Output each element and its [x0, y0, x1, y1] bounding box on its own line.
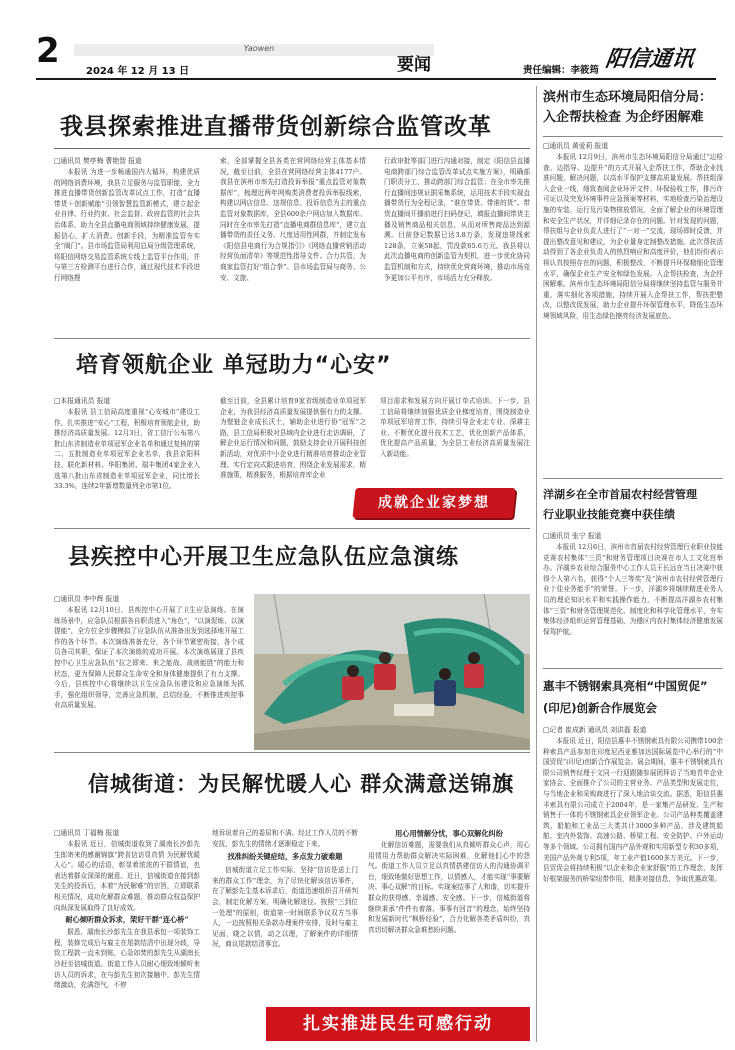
headline-line-1: 惠丰不锈钢索具亮相“中国贸促” [543, 679, 708, 693]
headline-line-1: 洋湖乡在全市首届农村经营管理 [543, 488, 697, 501]
text-block [543, 725, 723, 1025]
article-livestream-regulation [54, 86, 530, 333]
top-rule [54, 528, 530, 529]
body-text: 本报讯 12月6日，滨州市首届农村经营管理行业职业技能竞赛农村集体“三资”和财务管理项目决赛在市人工文化宫举办。洋湖乡农业综合服务中心工作人员王长远在当日决赛中获得个人第六名，获得“个人三等奖”及“滨州市农村经营管理行业十佳业务能手”的荣誉。下一步，洋湖乡将继续精进业务人员的理论知识水平和实践操作能力，不断提高洋湖乡农村集体“三资”和财务管理规范化、制度化和科学化管理水平，夯实集体经济组织运营管理基础，为穩区内农村集体经济健康发展保驾护航。 [543, 543, 723, 636]
banner-text: 成就企业家梦想 [378, 495, 490, 511]
subheading: 耐心倾听群众诉求，架好干群“连心桥” [65, 915, 189, 925]
text-block [543, 141, 723, 481]
banner-text: 扎实推进民生可感行动 [303, 1014, 493, 1034]
paper-logo: 阳信通讯 [603, 46, 696, 72]
column-3 [384, 156, 530, 334]
article-champion-enterprises [54, 338, 530, 524]
body-text: 截至目前，全县累计培育9家省级制造业单项冠军企业，为我县经济高质量发展提供强有力的支撑。为壁链企业成长沃土，辅助企业进行协“冠军”之路，县工信局积极对县域内企业进行走访调研，了解企业运行情况和问题，鼓励支持企业开展科技创新活动，对优质中小企业进行精准培育推动企业管理、实行定向式跟进培育，围绕企业发展需求，精准施策，精准服务，根据培育库企业 [220, 397, 366, 480]
top-rule [54, 752, 530, 753]
body-text: 信城街道立足工作实际，坚持“信访是送上门来的群众工作”理念，为了尽快化解该信访事件，在了解彭先生基本诉求后，街道迅速组织召开研判会，制定化解方案，明确化解途径。按照“三到位一处理”的原则，街道第一时间联系争议双方当事人，一边按照相关条款办理案件安排，及时与雇主见面，晓之以情，动之以理，了解案件的详细情况，商议尾款结清事宜。 [212, 866, 358, 949]
body-text: 本报讯 县工信局高度重视“心安城市”建设工作，扎实推进“安心”工程，积极培育领航企业，助推经济高质量发展。12月3日，省工信厅公布第八批山东省制造业单项冠军企业名单和通过复核的第二、五批制造业单项冠军企业名单，我县京阳科技、联化新材料、华阳集团、瑞丰集团4家企业入选第八批山东省制造业单项冠军企业，同比增长33.3%，连续2年新增数量列全市第1位。 [54, 408, 200, 491]
text-column [54, 594, 244, 750]
article-ecology-bureau [543, 86, 723, 476]
page-header [0, 0, 735, 82]
rule [543, 668, 723, 669]
body-text: 本报讯 12月10日，县疾控中心开展了卫生应急演练。在演练场景中，应急队员根据各自职责进入“角色”，“以演促练、以演提能”，全方位全步骤模拟了应急队伍从准备出发到选择地开展工作的各个环节。本次演练准备充分，各个环节紧密衔接，各个成员各司其职，保证了本次演练的成功开展。本次演练展现了县疾控中心卫生应急队伍“拉之即来、来之能战、战则能胜”的能力和状态，更为保障人民群众生命安全和身体健康提供了有力支撑。今后，县疾控中心将继续以卫生应急队伍建设和应急演练为抓手，强化组织领导，完善应急机制，总结经验，不断推进疾控事业高质量发展。 [54, 606, 244, 710]
issue-date: 2024 年 12 月 13 日 [86, 66, 190, 77]
byline: □通讯员 李中辉 报道 [54, 595, 120, 603]
headline: 我县探索推进直播带货创新综合监管改革 [60, 114, 492, 140]
body-text: 行政审批等部门进行沟通对接，制定《阳信县直播电商跨部门综合监管改革试点实施方案》，明确部门职责分工，推动跨部门综合监管；在全市率先推行直播间违规证据采集系统，运用技术手段实现直播带货行为全程记录，“谁在带货、带谁的货”。带货直播间开播前进行扫码登记，填报直播间带货主播及销售商品相关信息，从而对所售商品达到源溯。目前登记数据已达3.8万条，发现违规线索128条，立案58起，罚没款65.6万元。我县将以此次直播电商的创新监管为契机，进一步优化协同监管机制和方式，持续优化营商环境，推动市场竞争更加公平有序，市场活力充分释放。 [384, 157, 530, 282]
top-rule [54, 338, 530, 339]
rule [543, 136, 723, 137]
byline: □通讯员 黄爱莉 报道 [543, 142, 609, 150]
byline: □记者 崔成新 通讯员 刘洪磊 报道 [543, 726, 647, 734]
drill-photo [254, 594, 530, 750]
drill-photo-illustration [254, 594, 530, 750]
section-title: 要闻 [397, 55, 431, 75]
column-2 [220, 396, 366, 524]
headline-line-2: 入企帮扶检查 为企纾困解难 [543, 110, 704, 125]
body-text: 地诉说着自己的委屈和不满。经过工作人员的不断安抚，彭先生的情绪才逐渐稳定下来。 [212, 829, 358, 848]
banner-dream [352, 488, 515, 518]
banner-livelihood [266, 1007, 530, 1041]
headline: 县疾控中心开展卫生应急队伍应急演练 [68, 545, 460, 570]
article-emergency-drill [54, 528, 530, 750]
body-text: 本报讯 为进一步畅通国内大循环，构建优质的网络消费环境，我县立足服务与监管职能，全力推进直播带货创新监管改革试点工作，打造“直播带货＋创新赋能”引领智慧监管新模式，建立起企业自律、行业约束、社会监督、政府监管的社会共治体系，助力全县直播电商领域持续健康发展，提振信心，扩大消费。创新手段，为精准监管夯实全“阀门”。县市场监管局利用总局分级管理系统，将阳信网络交易监管系统专线上监管平台作用，并与第三方检测平台进行合作，通过现代技术手段进行网络搜 [54, 168, 200, 282]
subheading: 找准纠纷关键症结，多点发力破难题 [227, 852, 343, 862]
column-3 [380, 396, 530, 486]
body-text: 本报讯 12月9日，滨州市生态环境局阳信分局通过“边检查、边指导、边提升”的方式开展入企帮扶工作，帮助企业找准问题，解决问题，以高水平保护支撑高质量发展。帮扶组深入企业一线，细致查阅企业环评文件、环保验收工作，排污许可证以及突发环境事件应急预案等材料，实地检查污染治理设施的安装、运行及污染物排放情况，全面了解企业的环境管理和安全生产状况，并详细记录存在的问题。针对发现的问题，帮扶组与企业负责人进行了“一对一”交流，现场即时反馈，并提出整改意见和建议，为企业量身定制整改措施。此次帮扶活动得到了各企业负责人的热烈响应和高度评价，他们纷纷表示将认真按照存在的问题，积极整改，不断提升环保精细化管理水平，确保企业生产安全和绿色发展。入企帮扶检查，为企纾困解难。滨州市生态环境局阳信分局将继续坚持监管与服务并重，落实细化各项措施，持续开展入企帮扶工作，帮扶把整改，以整改促发展，助力企业提升环保管理水平，降低生态环境领域风险，用生态绿色擦亮经济发展底色。 [543, 153, 723, 320]
header-rule [36, 78, 716, 80]
body-text: 据悉，湖南长沙彭先生在我县承包一项装饰工程，装修完成后与雇主在尾款结清中出现分歧，导致工程款一直未到账，心急如焚的彭先生从湖南长沙赶至信城街道。街道工作人员耐心细致地倾听来访人员的诉求，在与彭先生初次接触中，彭先生情绪激动，充满怨气，不停 [54, 928, 200, 990]
headline: 信城街道：为民解忧暖人心 群众满意送锦旗 [88, 772, 515, 796]
article-huifeng-expo [543, 668, 723, 1042]
body-text: 本报讯 近日，阳信县惠丰不锈钢索具有限公司携带100余种索具产品参加在印度尼西亚雅加达国际展览中心举行的“中国贸促”(印尼)创新合作展览会。展会期间，惠丰不锈钢索具有限公司销售经理于文同一行迎跟随参展团拜访了当地青年企业家协会，全面推介了公司的主营业务、产品类型和发展定位，与当地企业和采购商进行了深入地洽谈交流。据悉，阳信县惠丰索具有限公司成立于2004年，是一家集产品研发、生产和销售于一体的不锈钢索具企业领军企业。公司产品种类覆盖建筑、船舶和工业品三大类共计3000多种产品，涉及建筑船舶、室内外装饰、高速公路、桥梁工程、安全防护、户外运动等多个领域。公司拥有国内产品外观和实用新型专利30多项，美国产品外观专利5项，年工业产值1600多万美元。下一步，县贸促会将持续积极“以企业和企业家舒服”的工作理念，发挥好框架服务的桥梁纽带作用，精准对接信息，争取优惠政策。 [543, 737, 723, 883]
page-number: 2 [36, 31, 60, 71]
column-divider [536, 86, 537, 1042]
body-text: 化解信访难题，需要我们从真倾听群众心声，用心用情用力帮助群众解决实际困难，化解他们心中的怨气。街道工作人员立足以真情搭建信访人的沟通协调平台，细致地做好思想工作，以情感人，才能实现“事要解决、事心双解”的目标。实现案结事了人和谐，切实提升群众的获得感、幸福感、安全感。下一步，信城街道将继续秉承“件件有着落、事事有回音”的理念，始终坚持和发展新时代“枫桥经验”，合力化解各类矛盾纠纷，真真切切解决群众急难愁盼问题。 [368, 841, 530, 934]
rule [543, 478, 723, 479]
column-3 [368, 828, 530, 1008]
byline: □通讯员 丁福梅 报道 [54, 829, 120, 837]
text-block [543, 531, 723, 661]
headline: 培育领航企业 单冠助力“心安” [76, 353, 392, 378]
body-text: 索，全部掌握全县各类在营网络经营主体基本情况，截至目前，全县在营网络经营主体4177户。我县在滨州市率先打造投诉举报“重点监管对象数据库”，梳理近两年网购类消费者投诉举报线索，构建以网店信息、违规信息、投诉信息为主的重点监管对象数据库，全县600余户网店加入数据库。同时在全市率先打造“直播电商群信息库”，建立直播带货的责任义务、尺度适用性网群，并制定发布《阳信县电商行为合规指引》《网络直播营销活动经营负面清单》等规范性指导文件。合力共管，为商家监管打好“组合拳”。县市场监管局与商务、公安、文旅、 [220, 157, 366, 282]
byline: □通讯员 樊亭梅 曹艳智 报道 [54, 157, 142, 165]
body-text: 本报讯 近日，信城街道收到了湖南长沙彭先生郎寄来的感谢锦旗“跨省信访显真情 为民解忧暖人心”。暖心的话语，彰显着浓浓的干群情谊，也表达着群众深深的谢意。近日，信城街道在接到彭先生的投诉后，本着“为民解难”的宗旨，立即联系相关情况，成功化解群众难题，推动群众权益保护向纵深发展取得了良好成效。 [54, 840, 200, 912]
headline-rule [54, 148, 530, 149]
byline: □通讯员 张宁 报道 [543, 532, 602, 540]
editor-credit: 责任编辑：李筱筠 [523, 65, 600, 76]
column-1 [54, 396, 200, 524]
headline-line-2: 行业职业技能竞赛中获佳绩 [543, 508, 675, 521]
body-text: 项目需求和发展方向开展订单式培训。下一步，县工信局将继续加强优质企业梯度培育，围绕制造业单项冠军培育工作，持续引导企业走专业、深耕主业、不断优化提升技术工艺，优化创新产品体系，优化提高产品质量，为全县工业经济高质量发展注入新动能。 [380, 397, 530, 458]
article-xincheng-street [54, 752, 530, 1042]
headline-line-2: (印尼)创新合作展览会 [543, 701, 658, 715]
column-1 [54, 828, 200, 1042]
headline-line-1: 滨州市生态环境局阳信分局： [543, 90, 713, 105]
section-en: Yaowen [243, 44, 275, 53]
subheading: 用心用情解分忧，事心双解化纠纷 [395, 829, 503, 838]
column-2 [220, 156, 366, 334]
column-1 [54, 156, 200, 334]
article-yanghu-competition [543, 478, 723, 663]
byline: □本报通讯员 报道 [54, 397, 111, 405]
